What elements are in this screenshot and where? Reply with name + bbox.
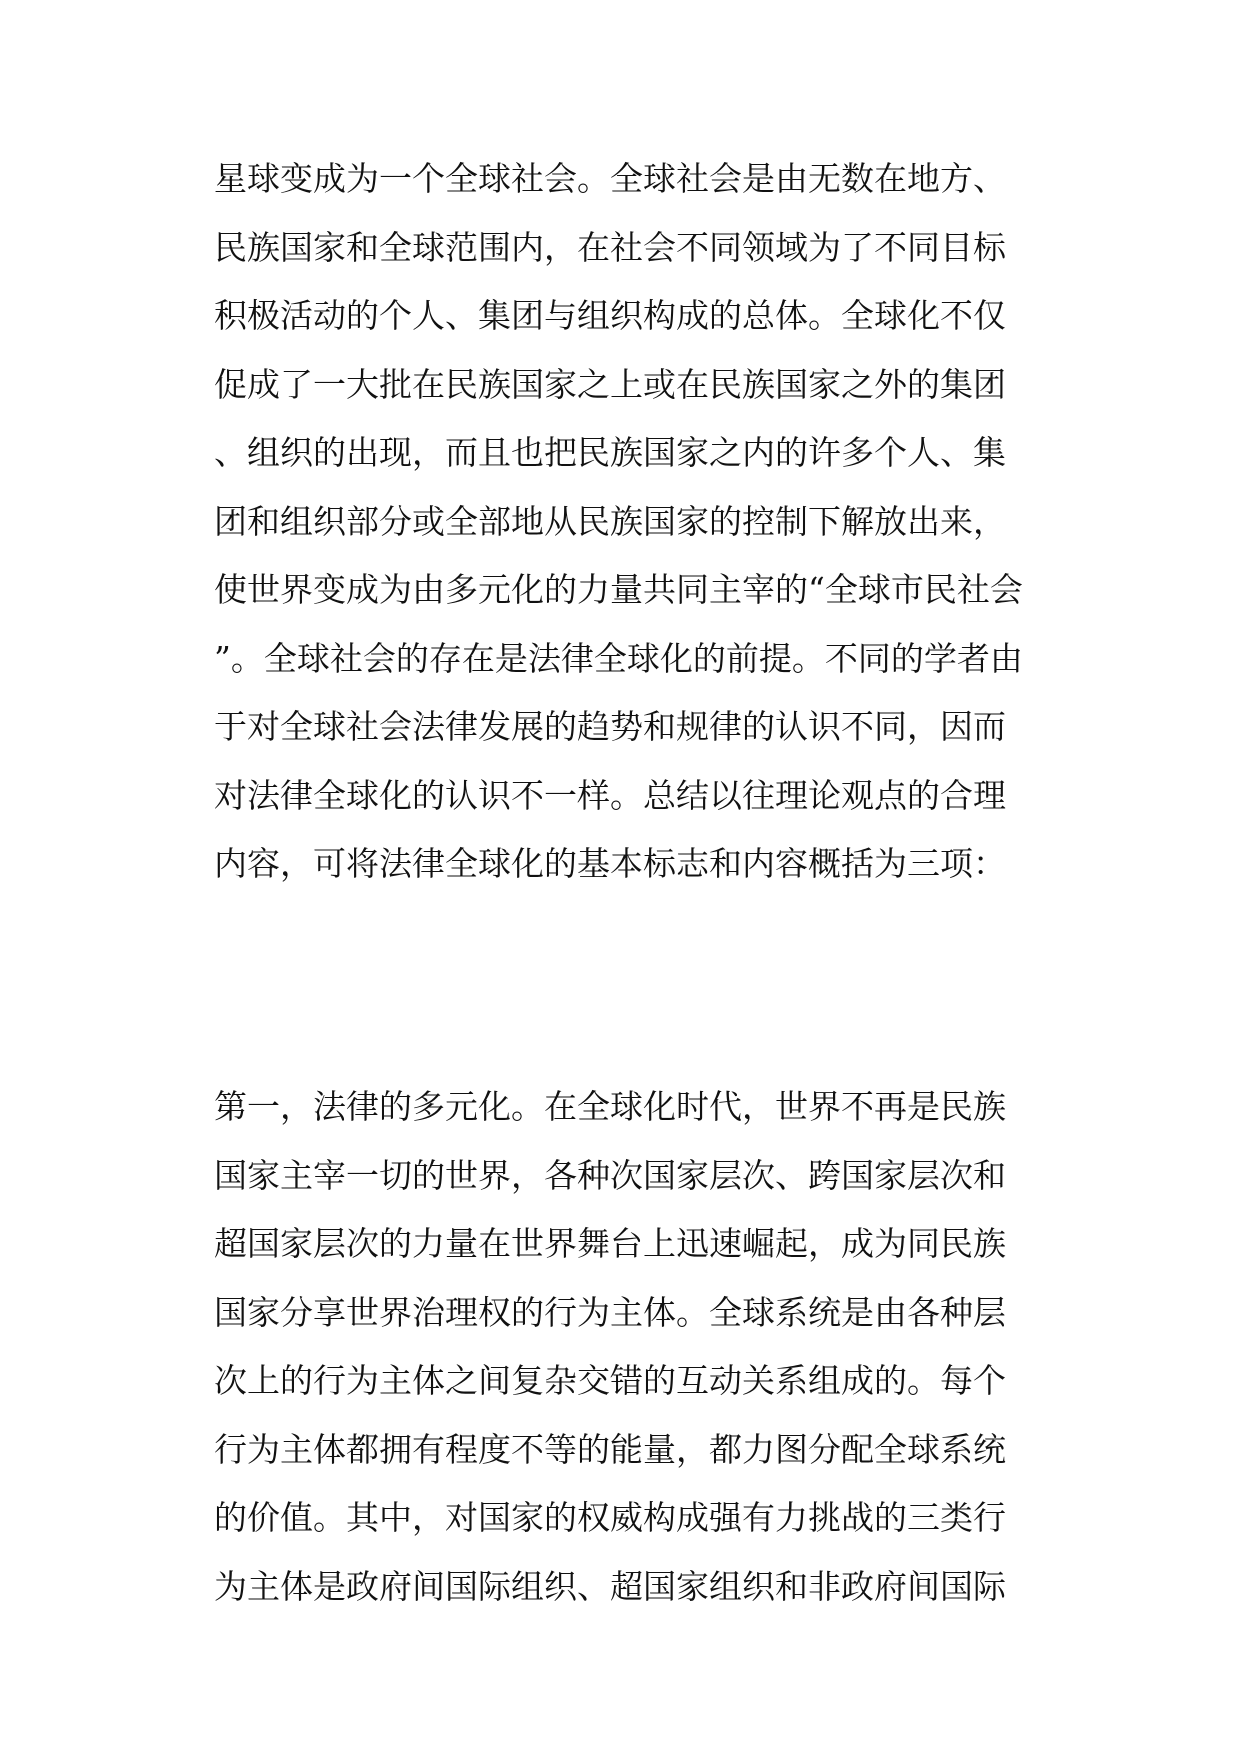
paragraph-2-line: 国家分享世界治理权的行为主体。全球系统是由各种层: [214, 1292, 1006, 1332]
paragraph-1: [214, 145, 1034, 899]
paragraph-1-line: 促成了一大批在民族国家之上或在民族国家之外的集团: [214, 364, 1006, 404]
paragraph-1-line: 积极活动的个人、集团与组织构成的总体。全球化不仅: [214, 296, 1006, 335]
paragraph-1-line: 团和组织部分或全部地从民族国家的控制下解放出来，: [214, 501, 1006, 541]
paragraph-1-line: 对法律全球化的认识不一样。总结以往理论观点的合理: [214, 775, 1006, 815]
paragraph-2-line: 次上的行为主体之间复杂交错的互动关系组成的。每个: [214, 1361, 1006, 1400]
paragraph-2-line: 超国家层次的力量在世界舞台上迅速崛起，成为同民族: [214, 1224, 1006, 1263]
paragraph-2-line: 的价值。其中，对国家的权威构成强有力挑战的三类行: [214, 1498, 1006, 1537]
paragraph-1-line: 星球变成为一个全球社会。全球社会是由无数在地方、: [214, 159, 1006, 198]
paragraph-2-line: 行为主体都拥有程度不等的能量，都力图分配全球系统: [214, 1429, 1006, 1469]
paragraph-1-line: 民族国家和全球范围内，在社会不同领域为了不同目标: [214, 227, 1006, 267]
paragraph-1-line: ”。全球社会的存在是法律全球化的前提。不同的学者由: [214, 638, 1023, 678]
paragraph-1-line: 于对全球社会法律发展的趋势和规律的认识不同，因而: [214, 707, 1006, 746]
paragraph-1-line: 内容，可将法律全球化的基本标志和内容概括为三项：: [214, 844, 1006, 883]
paragraph-2-line: 国家主宰一切的世界，各种次国家层次、跨国家层次和: [214, 1155, 1006, 1195]
paragraph-2-line: 为主体是政府间国际组织、超国家组织和非政府间国际: [214, 1566, 1006, 1606]
paragraph-1-line: 使世界变成为由多元化的力量共同主宰的“全球市民社会: [214, 570, 1023, 609]
paragraph-1-line: 、组织的出现，而且也把民族国家之内的许多个人、集: [214, 433, 1006, 472]
paragraph-2: [214, 1073, 1034, 1621]
paragraph-2-line: 第一，法律的多元化。在全球化时代，世界不再是民族: [214, 1087, 1006, 1126]
